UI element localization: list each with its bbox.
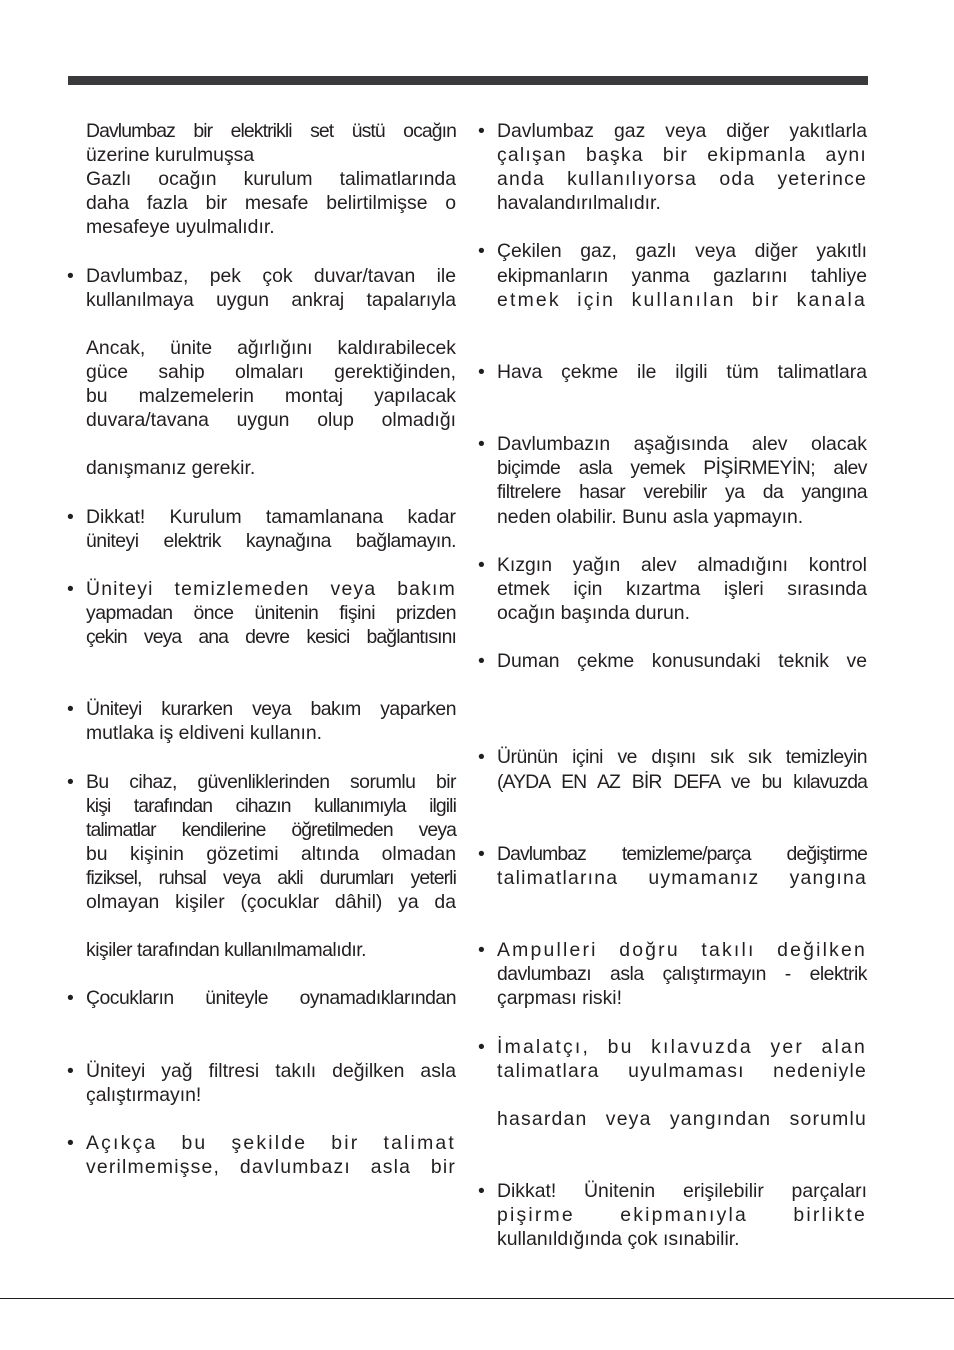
text-line: üzerine kurulmuşsa bbox=[86, 144, 255, 167]
text-line: güce sahip olmaları gerektiğinden, bbox=[86, 360, 456, 383]
text-line: • Hava çekme ile ilgili tüm talimatlara bbox=[497, 360, 867, 383]
text-line: • Çekilen gaz, gazlı veya diğer yakıtlı bbox=[497, 240, 867, 263]
blank-line bbox=[497, 794, 867, 818]
list-item bbox=[86, 505, 456, 553]
text-line: anda kullanılıyorsa oda yeterince bbox=[497, 168, 867, 191]
text-line: üniteyi elektrik kaynağına bağlamayın. bbox=[86, 529, 456, 552]
text-line: • Dikkat! Kurulum tamamlanana kadar bbox=[86, 505, 456, 528]
text-line: çekin veya ana devre kesici bağlantısını bbox=[86, 625, 456, 648]
list-item bbox=[497, 649, 867, 721]
text-line: mesafeye uyulmalıdır. bbox=[86, 216, 275, 239]
text-line: bu kişinin gözetimi altında olmadan bbox=[86, 842, 456, 865]
text-line: havalandırılmalıdır. bbox=[497, 192, 661, 215]
text-line: verilmemişse, davlumbazı asla bir bbox=[86, 1156, 456, 1179]
list-item bbox=[497, 938, 867, 1010]
footer-rule bbox=[0, 1298, 954, 1299]
text-line: bu malzemelerin montaj yapılacak bbox=[86, 385, 456, 408]
text-line: talimatlara uyulmaması nedeniyle bbox=[497, 1059, 867, 1082]
list-item bbox=[497, 745, 867, 817]
text-line: kullanılmaya uygun ankraj tapalarıyla bbox=[86, 288, 456, 311]
text-line: danışmanız gerekir. bbox=[86, 457, 256, 480]
text-line: çarpması riski! bbox=[497, 987, 622, 1010]
text-line: • Davlumbaz gaz veya diğer yakıtlarla bbox=[497, 120, 867, 142]
text-line: Gazlı ocağın kurulum talimatlarında bbox=[86, 168, 456, 191]
text-line: • Duman çekme konusundaki teknik ve bbox=[497, 650, 867, 673]
list-item bbox=[86, 770, 456, 963]
text-line: yapmadan önce ünitenin fişini prizden bbox=[86, 601, 456, 624]
blank-line bbox=[497, 1131, 867, 1155]
list-item bbox=[86, 1131, 456, 1179]
text-line: • Üniteyi yağ filtresi takılı değilken asla bbox=[86, 1059, 456, 1082]
text-line: biçimde asla yemek PİŞİRMEYİN; alev bbox=[497, 457, 867, 480]
text-line: kullanıldığında çok ısınabilir. bbox=[497, 1228, 740, 1251]
right-column bbox=[497, 119, 867, 1276]
text-line: etmek için kullanılan bir kanala bbox=[497, 288, 867, 311]
list-item bbox=[497, 553, 867, 625]
text-line: ekipmanların yanma gazlarını tahliye bbox=[497, 264, 867, 287]
text-line: • Davlumbaz temizleme/parça değiştirme bbox=[497, 842, 867, 865]
text-line: (AYDA EN AZ BİR DEFA ve bu kılavuzda bbox=[497, 770, 867, 793]
blank-line bbox=[86, 649, 456, 673]
blank-line bbox=[497, 1083, 867, 1107]
blank-line bbox=[497, 673, 867, 697]
text-line: pişirme ekipmanıyla birlikte bbox=[497, 1204, 867, 1227]
list-item bbox=[497, 1035, 867, 1155]
text-line: daha fazla bir mesafe belirtilmişse o bbox=[86, 192, 456, 215]
list-item bbox=[86, 264, 456, 481]
text-line: neden olabilir. Bunu asla yapmayın. bbox=[497, 505, 804, 528]
left-column bbox=[86, 119, 456, 1203]
text-line: duvara/tavana uygun olup olmadığı bbox=[86, 409, 456, 432]
text-line: fiziksel, ruhsal veya akli durumları yeterli bbox=[86, 866, 456, 889]
text-line: olmayan kişiler (çocuklar dâhil) ya da bbox=[86, 891, 456, 913]
text-line: • Bu cihaz, güvenliklerinden sorumlu bir bbox=[86, 770, 456, 793]
list-item bbox=[497, 432, 867, 528]
blank-line bbox=[497, 890, 867, 914]
text-line: mutlaka iş eldiveni kullanın. bbox=[86, 722, 323, 745]
blank-line bbox=[497, 697, 867, 721]
text-line: • Kızgın yağın alev almadığını kontrol bbox=[497, 553, 867, 576]
list-item bbox=[497, 842, 867, 914]
list-item bbox=[86, 119, 456, 239]
text-line: çalıştırmayın! bbox=[86, 1083, 202, 1106]
text-line: filtrelere hasar verebilir ya da yangına bbox=[497, 481, 867, 504]
blank-line bbox=[86, 1010, 456, 1034]
list-item bbox=[86, 986, 456, 1034]
list-item bbox=[86, 697, 456, 745]
header-rule bbox=[68, 76, 868, 85]
text-line: hasardan veya yangından sorumlu bbox=[497, 1107, 867, 1130]
blank-line bbox=[86, 312, 456, 336]
text-line: kişi tarafından cihazın kullanımıyla ilgili bbox=[86, 794, 456, 817]
list-item bbox=[497, 1179, 867, 1251]
text-line: Davlumbaz bir elektrikli set üstü ocağın bbox=[86, 120, 456, 142]
text-line: • Üniteyi kurarken veya bakım yaparken bbox=[86, 698, 456, 721]
text-line: Ancak, ünite ağırlığını kaldırabilecek bbox=[86, 336, 456, 359]
blank-line bbox=[86, 914, 456, 938]
text-line: • Ampulleri doğru takılı değilken bbox=[497, 939, 867, 962]
text-line: • Davlumbazın aşağısında alev olacak bbox=[497, 433, 867, 456]
blank-line bbox=[86, 432, 456, 456]
text-line: talimatlar kendilerine öğretilmeden veya bbox=[86, 818, 456, 841]
list-item bbox=[497, 239, 867, 335]
text-line: • Dikkat! Ünitenin erişilebilir parçaları bbox=[497, 1180, 867, 1203]
list-item bbox=[497, 360, 867, 408]
blank-line bbox=[497, 384, 867, 408]
text-line: • İmalatçı, bu kılavuzda yer alan bbox=[497, 1035, 867, 1058]
text-line: çalışan başka bir ekipmanla aynı bbox=[497, 144, 867, 167]
text-line: talimatlarına uymamanız yangına bbox=[497, 866, 867, 889]
list-item bbox=[497, 119, 867, 215]
list-item bbox=[86, 1059, 456, 1107]
text-line: • Çocukların üniteyle oynamadıklarından bbox=[86, 987, 456, 1010]
blank-line bbox=[497, 312, 867, 336]
text-line: • Açıkça bu şekilde bir talimat bbox=[86, 1131, 456, 1154]
text-line: etmek için kızartma işleri sırasında bbox=[497, 577, 867, 600]
text-line: • Üniteyi temizlemeden veya bakım bbox=[86, 577, 456, 600]
text-line: • Ürünün içini ve dışını sık sık temizleyin bbox=[497, 746, 867, 769]
text-line: davlumbazı asla çalıştırmayın - elektrik bbox=[497, 963, 867, 986]
text-line: ocağın başında durun. bbox=[497, 601, 690, 624]
text-line: • Davlumbaz, pek çok duvar/tavan ile bbox=[86, 264, 456, 287]
text-line: kişiler tarafından kullanılmamalıdır. bbox=[86, 939, 367, 962]
list-item bbox=[86, 577, 456, 673]
